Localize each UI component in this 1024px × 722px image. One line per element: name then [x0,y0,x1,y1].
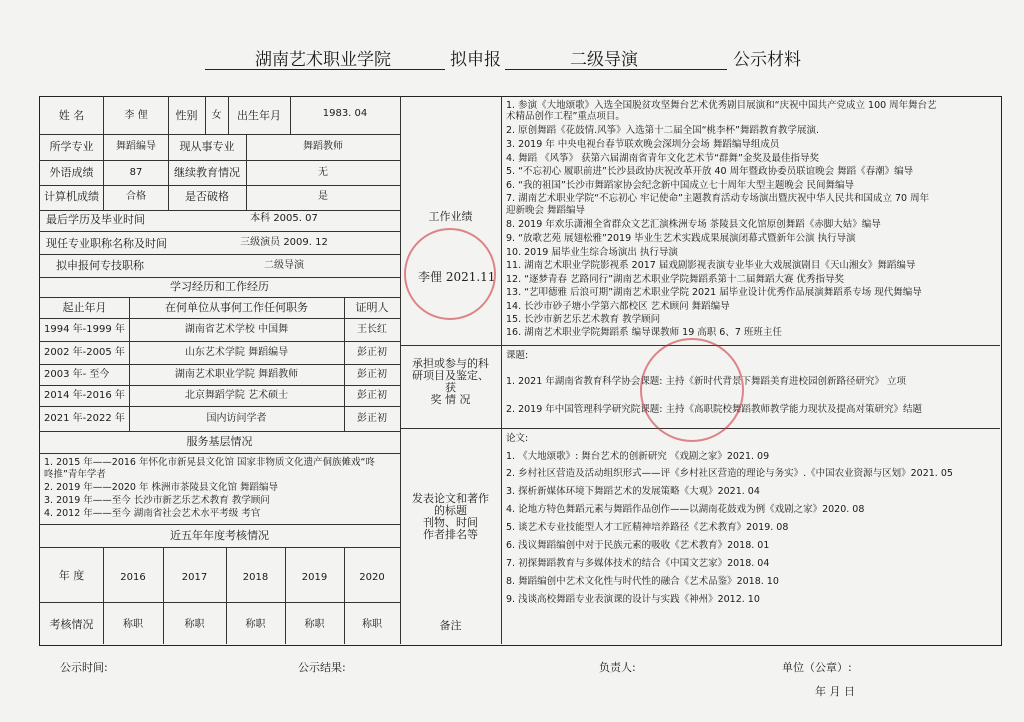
assess-result: 称职 [362,619,382,630]
study-row-time: 2014 年-2016 年 [44,390,125,401]
study-row-unit: 湖南省艺术学校 中国舞 [184,324,289,335]
work-line: 12. “逐梦青春 艺路同行”湖南艺术职业学院舞蹈系第十二届舞蹈大赛 优秀指导奖 [506,274,845,285]
study-row-time: 2002 年-2005 年 [44,347,125,358]
row-line [39,406,400,407]
study-col-witness: 证明人 [355,301,389,314]
current-label: 现从事专业 [179,140,235,153]
work-line: 5. “不忘初心 履职前进”长沙县政协庆祝改革开放 40 周年暨政协委员联谊晚会 舞蹈《春潮》编导 [506,166,914,177]
paper-label: 刊物、时间 [423,516,478,529]
study-row-witness: 彭正初 [357,369,387,380]
footer-time-label: 公示时间: [60,661,108,674]
major-label: 所学专业 [49,140,94,153]
assess-result-label: 考核情况 [49,618,94,631]
paper-line: 6. 浅议舞蹈编创中对于民族元素的吸收《艺术教育》2018. 01 [506,540,770,551]
gender-label: 性别 [175,109,198,122]
work-line: 8. 2019 年欢乐潇湘全省群众文艺汇演株洲专场 茶陵县文化馆原创舞蹈《赤脚大姑》编导 [506,219,881,230]
row-line [39,231,400,232]
row-line [39,431,400,432]
computer-value: 合格 [126,191,146,202]
research-title: 课题: [506,350,529,361]
paper-title: 论文: [506,433,529,444]
title-now-value: 三级演员 2009. 12 [240,237,328,248]
footer-result-label: 公示结果: [298,661,346,674]
row-line [39,210,400,211]
research-label: 获 [445,381,456,394]
study-row-witness: 彭正初 [357,390,387,401]
service-line: 3. 2019 年——至今 长沙市新艺乐艺术教育 教学顾问 [44,495,270,506]
institution-name: 湖南艺术职业学院 [255,50,391,70]
work-line: 11. 湖南艺术职业学院影视系 2017 届戏剧影视表演专业毕业大戏展演剧目《天山湘女》舞蹈编导 [506,260,916,271]
study-row-unit: 湖南艺术职业学院 舞蹈教师 [174,369,299,380]
birth-value: 1983. 04 [322,108,368,119]
work-line: 15. 长沙市新艺乐艺术教育 教学顾问 [506,314,661,325]
degree-value: 本科 2005. 07 [250,213,318,224]
paper-line: 8. 舞蹈编创中艺术文化性与时代性的融合《艺术品鉴》2018. 10 [506,576,779,587]
assess-result: 称职 [123,619,143,630]
study-row-unit: 北京舞蹈学院 艺术硕士 [184,390,289,401]
paper-line: 7. 初探舞蹈教育与多媒体技术的结合《中国文艺家》2018. 04 [506,558,770,569]
paper-label: 发表论文和著作 [412,492,489,505]
col-line [344,297,345,431]
service-line: 1. 2015 年——2016 年怀化市新晃县文化馆 国家非物质文化遗产侗族傩戏“咚 [44,457,375,468]
degree-label: 最后学历及毕业时间 [46,213,145,226]
row-line [39,318,400,319]
assess-heading: 近五年年度考核情况 [170,529,269,542]
paper-label: 的标题 [434,504,467,517]
research-label: 研项目及鉴定、 [412,369,489,382]
computer-label: 计算机成绩 [44,190,99,203]
paper-label: 作者排名等 [423,528,478,541]
work-line: 2. 原创舞蹈《花鼓情.风筝》入选第十二届全国“桃李杯”舞蹈教育教学展演. [506,125,819,136]
research-line: 1. 2021 年湖南省教育科学协会课题: 主持《新时代背景下舞蹈美育进校园创新路径研究》 立项 [506,376,907,387]
service-line: 2. 2019 年——2020 年 株洲市茶陵县文化馆 舞蹈编导 [44,482,279,493]
study-row-witness: 王长红 [357,324,387,335]
study-col-time: 起止年月 [62,301,107,314]
work-label: 工作业绩 [428,210,473,223]
foreign-label: 外语成绩 [49,166,94,179]
assess-year-label: 年 度 [58,569,85,582]
major-value: 舞蹈编导 [116,141,156,152]
row-line [39,385,400,386]
assess-result: 称职 [304,619,325,630]
row-line [39,160,400,161]
gender-value: 女 [211,110,222,121]
row-line [39,134,400,135]
work-line: 术精品创作工程”重点项目。 [506,111,625,122]
service-heading: 服务基层情况 [186,435,253,448]
study-heading: 学习经历和工作经历 [170,280,269,293]
document-title [205,45,825,73]
assess-year: 2018 [242,572,269,583]
row-line [39,277,400,278]
pass-label: 是否破格 [185,190,229,203]
work-line: 1. 参演《大地颂歌》入选全国脱贫攻坚舞台艺术优秀剧目展演和“庆祝中国共产党成立 100 周年舞台艺 [506,100,937,111]
work-line: 3. 2019 年 中央电视台春节联欢晚会深圳分会场 舞蹈编导组成员 [506,139,780,150]
work-line: 13. “艺叩德雅 后浪可期”湖南艺术职业学院 2021 届毕业设计优秀作品展演舞蹈系专场 现代舞编导 [506,287,922,298]
study-row-unit: 国内访问学者 [206,413,267,424]
paper-line: 2. 乡村社区营造及活动组织形式——评《乡村社区营造的理论与务实》.《中国农业资源与区划》2021. 05 [506,468,953,479]
current-value: 舞蹈教师 [303,141,343,152]
assess-year: 2020 [359,572,385,583]
research-label: 奖 情 况 [430,393,471,406]
row-line [39,547,400,548]
official-seal [640,338,744,442]
service-line: 4. 2012 年——至今 湖南省社会艺术水平考级 考官 [44,508,261,519]
row-line [39,185,400,186]
row-line [39,341,400,342]
assess-result: 称职 [184,619,205,630]
footer-unit-label: 单位（公章）: [782,661,852,674]
title-underline-2 [505,69,727,70]
birth-label: 出生年月 [237,109,281,122]
study-row-unit: 山东艺术学院 舞蹈编导 [184,347,289,358]
work-line: 迎新晚会 舞蹈编导 [506,205,586,216]
research-label: 承担或参与的科 [412,357,489,370]
row-line [39,254,400,255]
study-row-time: 1994 年-1999 年 [44,324,125,335]
research-line: 2. 2019 年中国管理科学研究院课题: 主持《高职院校舞蹈教师教学能力现状及提高对策研究》结题 [506,404,923,415]
work-line: 16. 湖南艺术职业学院舞蹈系 编导课教师 19 高职 6、7 班班主任 [506,327,782,338]
work-line: 4. 舞蹈 《风筝》 获第六届湖南省青年文化艺术节“群舞”金奖及最佳指导奖 [506,153,819,164]
row-line [39,297,400,298]
footer-owner-label: 负责人: [599,661,636,674]
target-value: 二级导演 [264,260,304,271]
declare-level: 二级导演 [570,50,638,70]
row-line [39,524,400,525]
assess-year: 2019 [301,572,328,583]
paper-line: 5. 谈艺术专业技能型人才工匠精神培养路径《艺术教育》2019. 08 [506,522,789,533]
name-value: 李 俚 [124,110,148,121]
work-line: 14. 长沙市砂子塘小学第六都校区 艺术顾问 舞蹈编导 [506,301,730,312]
row-line [39,364,400,365]
service-line: 咚推”青年学者 [44,469,106,480]
paper-line: 4. 论地方特色舞蹈元素与舞蹈作品创作——以湖南花鼓戏为例《戏剧之家》2020. 08 [506,504,865,515]
handwritten-signature: 李俚 2021.11 [418,270,496,284]
title-underline-1 [205,69,445,70]
study-row-time: 2021 年-2022 年 [44,413,125,424]
assess-result: 称职 [245,619,266,630]
row-line [39,453,400,454]
study-row-witness: 彭正初 [357,413,387,424]
foreign-value: 87 [129,167,143,178]
paper-line: 3. 探析新媒体环境下舞蹈艺术的发展策略《大观》2021. 04 [506,486,760,497]
divider-right-col [501,96,502,644]
study-row-witness: 彭正初 [357,347,387,358]
footer-date: 年 月 日 [815,685,855,698]
edu-label: 继续教育情况 [174,166,240,179]
row-line [39,602,400,603]
work-line: 6. “我的祖国”长沙市舞蹈家协会纪念新中国成立七十周年大型主题晚会 民间舞编导 [506,180,854,191]
title-tail: 公示材料 [733,50,801,70]
pass-value: 是 [318,191,328,202]
study-col-unit: 在何单位从事何工作任何职务 [165,301,308,314]
col-line [129,297,130,431]
work-line: 9. “放歌艺苑 展翅松雅”2019 毕业生艺术实践成果展演闭幕式暨新年公演 执行导演 [506,233,856,244]
assess-year: 2016 [120,572,146,583]
declare-label: 拟申报 [450,50,501,70]
work-line: 10. 2019 届毕业生综合场演出 执行导演 [506,247,678,258]
assess-year: 2017 [181,572,208,583]
edu-value: 无 [318,167,328,178]
remark-label: 备注 [439,619,462,632]
title-now-label: 现任专业职称名称及时间 [46,237,167,250]
paper-line: 1. 《大地颂歌》: 舞台艺术的创新研究 《戏剧之家》2021. 09 [506,451,770,462]
work-line: 7. 湖南艺术职业学院“不忘初心 牢记使命”主题教育活动专场演出暨庆祝中华人民共和国成立 70 周年 [506,193,930,204]
target-label: 拟申报何专技职称 [56,259,144,272]
paper-line: 9. 浅谈高校舞蹈专业表演课的设计与实践《神州》2012. 10 [506,594,760,605]
name-label: 姓 名 [58,109,85,122]
study-row-time: 2003 年- 至今 [44,369,110,380]
